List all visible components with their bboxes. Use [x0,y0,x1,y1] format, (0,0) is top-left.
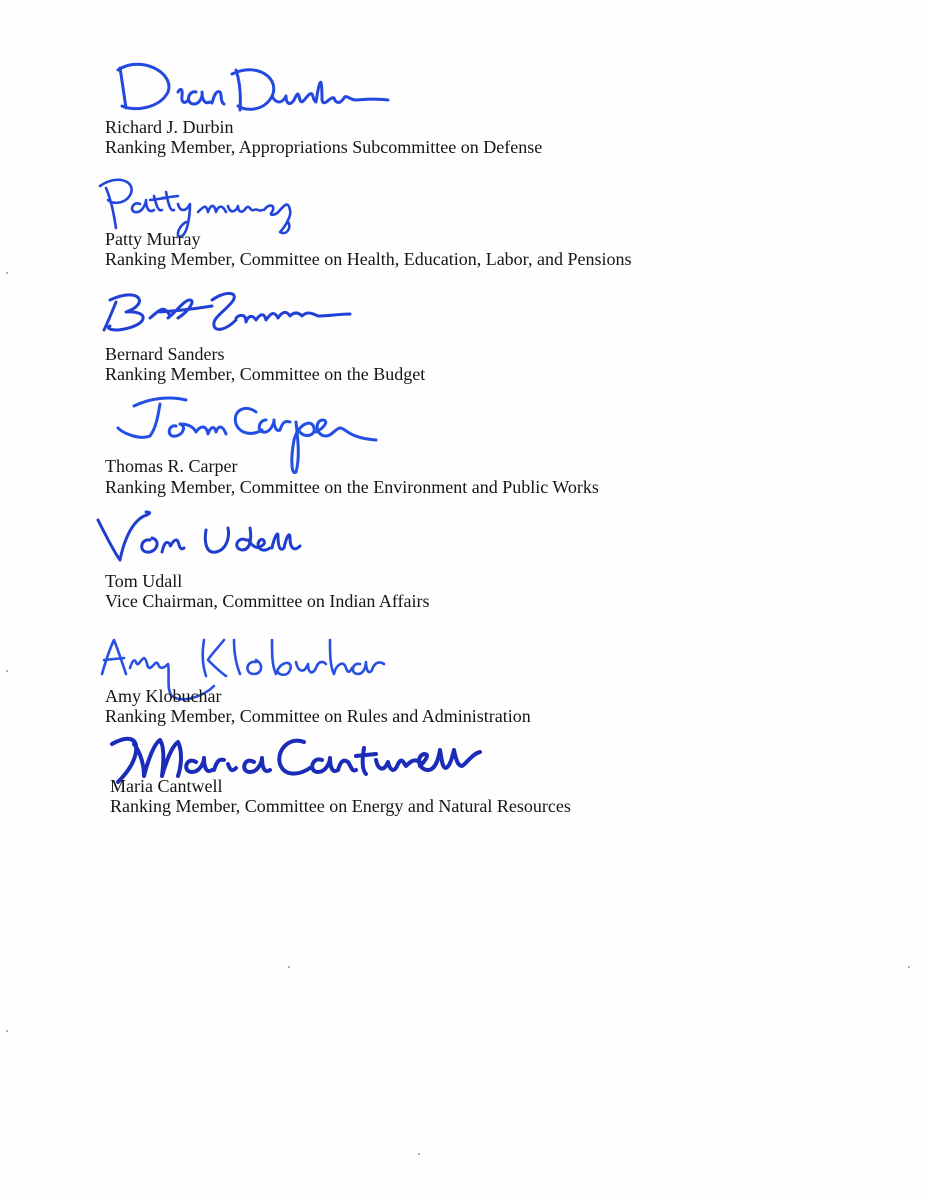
scan-speck [418,1153,420,1155]
signatory-name: Amy Klobuchar [105,686,222,706]
signatory-name: Tom Udall [105,571,183,591]
signatory-title: Ranking Member, Committee on the Environment and Public Works [105,477,599,497]
signatory-title: Ranking Member, Committee on Energy and Natural Resources [110,796,571,816]
signatory-title: Ranking Member, Committee on Rules and Administration [105,706,531,726]
signatory-title: Vice Chairman, Committee on Indian Affairs [105,591,430,611]
signatory-name: Bernard Sanders [105,344,225,364]
signatory-name: Thomas R. Carper [105,456,238,476]
signatory-title: Ranking Member, Committee on the Budget [105,364,426,384]
signatory-title: Ranking Member, Committee on Health, Education, Labor, and Pensions [105,249,632,269]
signatory-name: Richard J. Durbin [105,117,234,137]
signatory-name: Maria Cantwell [110,776,223,796]
scan-speck [288,966,290,968]
scan-speck [908,966,910,968]
signatory-name: Patty Murray [105,229,201,249]
scan-speck [6,1030,8,1032]
signatory-title: Ranking Member, Appropriations Subcommittee on Defense [105,137,543,157]
